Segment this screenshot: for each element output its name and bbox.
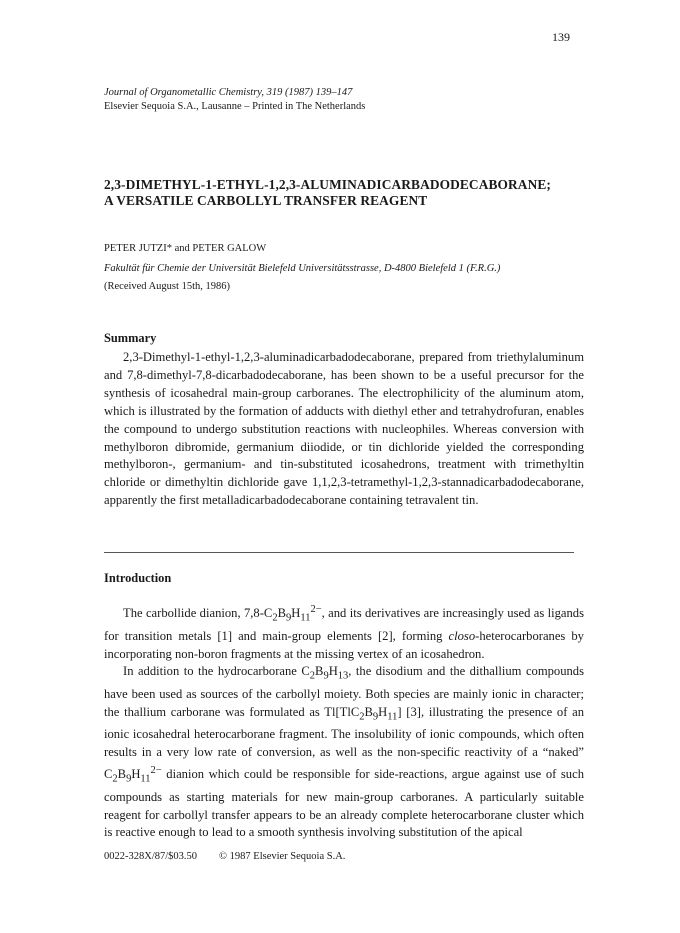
authors: PETER JUTZI* and PETER GALOW [104,243,267,254]
affiliation: Fakultät für Chemie der Universität Bielefeld Universitätsstrasse, D-4800 Bielefeld 1 (F.R.G.) [104,263,501,274]
introduction-body [104,601,584,842]
publisher-line: Elsevier Sequoia S.A., Lausanne – Printed in The Netherlands [104,101,366,112]
summary-text: 2,3-Dimethyl-1-ethyl-1,2,3-aluminadicarbadodecaborane, prepared from triethylaluminum and 7,8-dimethyl-7,8-dicarbadodecaborane, has been shown to be a useful precursor for the synthesis of icosahedral main-group carboranes. The electrophilicity of the aluminum atom, which is illustrated by the formation of adducts with diethyl ether and tetrahydrofuran, enables the compound to undergo substitution reactions with nucleophiles. Whereas conversion with methylboron dibromide, germanium diiodide, or tin dichloride yielded the corresponding methylboron-, germanium- and tin-substituted icosahedrons, treatment with trimethyltin chloride or dimethyltin dichloride gave 1,1,2,3-tetramethyl-1,2,3-stannadicarbadodecaborane, apparently the first metalladicarbadodecaborane containing tetravalent tin. [104,350,584,508]
summary-heading: Summary [104,331,157,345]
received-date: (Received August 15th, 1986) [104,281,230,292]
title-line-2: A VERSATILE CARBOLLYL TRANSFER REAGENT [104,193,428,208]
intro-paragraph-2: In addition to the hydrocarborane $C_2B_9H_{13}$, the disodium and the dithallium compounds have been used as sources of the carbollyl moiety. Both species are mainly ionic in character; the thallium carborane was formulated as $Tl[TlC_2B_9H_{11}]$ [3], illustrating the presence of an ionic icosahedral heterocarborane fragment. The insolubility of ionic compounds, which often results in a very low rate of conversion, as well as the non-specific reactivity of a “naked” $C_2B_9H_{11}^{2-}$ dianion which could be responsible for side-reactions, argue against use of such compounds as starting materials for new main-group carboranes. A particularly suitable reagent for carbollyl transfer appears to be an already complete heterocarborane cluster which is reactive enough to lead to a smooth synthesis involving substitution of the apical [104,664,585,840]
article-title [104,177,551,209]
copyright: © 1987 Elsevier Sequoia S.A. [219,851,346,862]
journal-header [104,86,365,114]
introduction-heading: Introduction [104,571,172,585]
intro-paragraph-1: The carbollide dianion, $7,8-C_2B_9H_{11}^{2-}$, and its derivatives are increasingly used as ligands for transition metals [1] and main-group elements [2], forming closo-heterocarboranes by incorporating non-boron fragments at the missing vertex of an icosahedron. [104,604,585,661]
title-line-1: 2,3-DIMETHYL-1-ETHYL-1,2,3-ALUMINADICARBADODECABORANE; [104,177,551,192]
journal-citation: Journal of Organometallic Chemistry, 319 (1987) 139–147 [104,87,353,98]
issn-price: 0022-328X/87/$03.50 [104,851,198,862]
page-number: 139 [552,30,570,44]
section-divider [104,552,574,553]
page-footer [104,851,345,862]
